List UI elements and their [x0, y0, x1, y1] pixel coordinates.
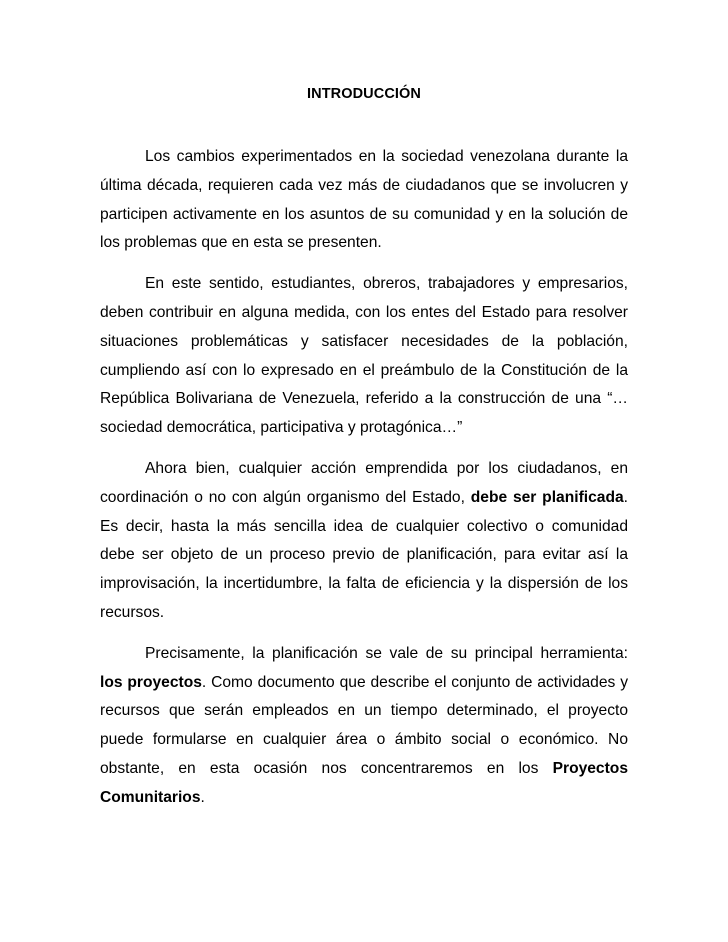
paragraph-4	[100, 640, 628, 813]
bold-emphasis-text: debe ser planificada	[470, 488, 624, 506]
page-title: INTRODUCCIÓN	[307, 86, 421, 102]
document-body	[100, 143, 628, 825]
paragraph-text: .	[200, 788, 205, 806]
bold-emphasis-text: los proyectos	[100, 673, 202, 691]
paragraph-text: Precisamente, la planificación se vale de su principal herramienta:	[145, 644, 628, 662]
paragraph-1	[100, 143, 628, 258]
paragraph-text: . Es decir, hasta la más sencilla idea de cualquier colectivo o comunidad debe ser objeto de un proceso previo de planificación, para evitar así la improvisación, la incertidumbre, la falta de eficiencia y la dispersión de los recursos.	[100, 488, 628, 621]
paragraph-2	[100, 270, 628, 443]
paragraph-3	[100, 455, 628, 628]
paragraph-text: Ahora bien, cualquier acción emprendida por los ciudadanos, en coordinación o no con algún organismo del Estado,	[100, 459, 628, 506]
bold-emphasis-text: Proyectos Comunitarios	[100, 759, 628, 806]
paragraph-text: . Como documento que describe el conjunto de actividades y recursos que serán empleados en un tiempo determinado, el proyecto puede formularse en cualquier área o ámbito social o económico. No obstante, en esta ocasión nos concentraremos en los	[100, 673, 628, 777]
paragraph-text: Los cambios experimentados en la sociedad venezolana durante la última década, requieren cada vez más de ciudadanos que se involucren y participen activamente en los asuntos de su comunidad y en la solución de los problemas que en esta se presenten.	[100, 148, 628, 252]
paragraph-text: En este sentido, estudiantes, obreros, trabajadores y empresarios, deben contribuir en alguna medida, con los entes del Estado para resolver situaciones problemáticas y satisfacer necesidades de la población, cumpliendo así con lo expresado en el preámbulo de la Constitución de la República Bolivariana de Venezuela, referido a la construcción de una “…sociedad democrática, participativa y protagónica…”	[100, 275, 628, 437]
